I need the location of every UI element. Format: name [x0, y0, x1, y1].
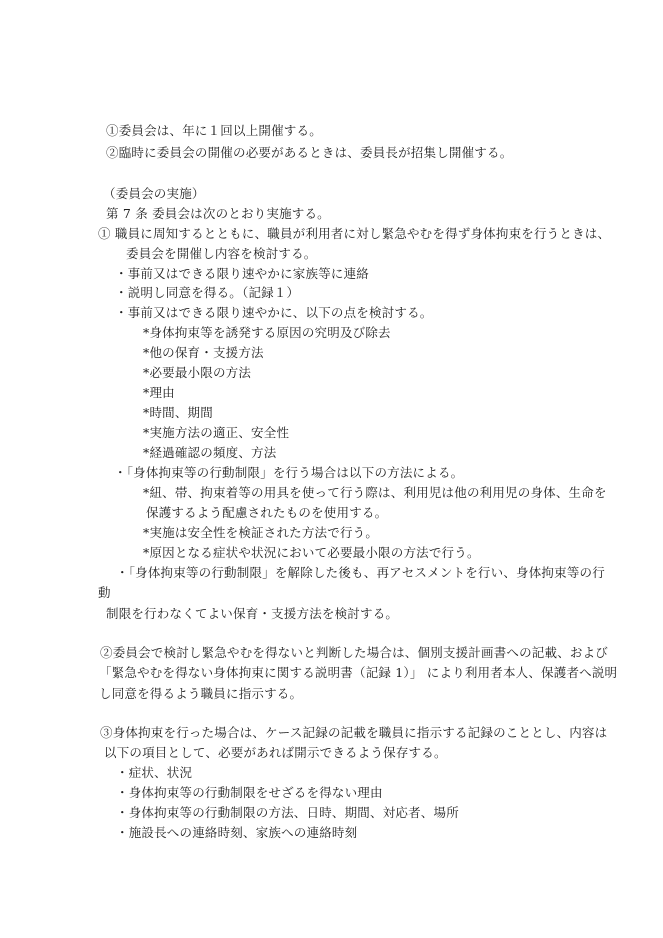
sub-list-item: *他の保育・支援方法 [143, 345, 264, 360]
text-line: 制限を行わなくてよい保育・支援方法を検討する。 [106, 606, 399, 621]
text-line: ① 職員に周知するとともに、職員が利用者に対し緊急やむを得ず身体拘束を行うときは、 [98, 226, 611, 241]
sub-list-item: *紐、帯、拘束着等の用具を使って行う際は、利用児は他の利用児の身体、生命を [143, 485, 607, 500]
list-item: ・施設長への連絡時刻、家族への連絡時刻 [116, 825, 358, 840]
sub-list-item: *時間、期間 [143, 405, 213, 420]
list-item: ・「身体拘束等の行動制限」を行う場合は以下の方法による。 [114, 465, 464, 480]
text-line: ②臨時に委員会の開催の必要があるときは、委員長が招集し開催する。 [106, 145, 513, 160]
sub-list-item: *実施方法の適正、安全性 [143, 425, 290, 440]
sub-list-item: *実施は安全性を検証された方法で行う。 [143, 525, 379, 540]
sub-list-item: *経過確認の頻度、方法 [143, 445, 277, 460]
text-line: ①委員会は、年に１回以上開催する。 [106, 123, 322, 138]
sub-list-item: *身体拘束等を誘発する原因の究明及び除去 [143, 325, 391, 340]
list-item: ・症状、状況 [116, 765, 193, 780]
sub-list-item: *理由 [143, 385, 175, 400]
list-item: ・身体拘束等の行動制限をせざるを得ない理由 [116, 785, 383, 800]
list-item: ・事前又はできる限り速やかに、以下の点を検討する。 [115, 305, 433, 320]
text-line: 「緊急やむを得ない身体拘束に関する説明書（記録 1）」 により利用者本人、保護者へ説明 [99, 665, 618, 680]
article-heading: 第 7 条 委員会は次のとおり実施する。 [106, 206, 330, 221]
text-line: 以下の項目として、必要があれば開示できるよう保存する。 [104, 745, 447, 760]
list-item: ・事前又はできる限り速やかに家族等に連絡 [115, 266, 370, 281]
text-line: し同意を得るよう職員に指示する。 [99, 686, 303, 701]
text-line: 委員会を開催し内容を検討する。 [126, 246, 317, 261]
text-line: 保護するよう配慮されたものを使用する。 [146, 505, 388, 520]
section-heading: （委員会の実施） [103, 186, 205, 201]
text-line: 動 [98, 585, 111, 600]
text-line: ③身体拘束を行った場合は、ケース記録の記載を職員に指示する記録のこととし、内容は [100, 725, 608, 740]
text-line: ②委員会で検討し緊急やむを得ないと判断した場合は、個別支援計画書への記載、および [100, 645, 609, 660]
list-item: ・説明し同意を得る。（記録１） [115, 285, 300, 300]
sub-list-item: *必要最小限の方法 [143, 365, 252, 380]
list-item: ・身体拘束等の行動制限の方法、日時、期間、対応者、場所 [116, 805, 459, 820]
sub-list-item: *原因となる症状や状況において必要最小限の方法で行う。 [143, 545, 480, 560]
list-item: ・「身体拘束等の行動制限」を解除した後も、再アセスメントを行い、身体拘束等の行 [116, 565, 605, 580]
